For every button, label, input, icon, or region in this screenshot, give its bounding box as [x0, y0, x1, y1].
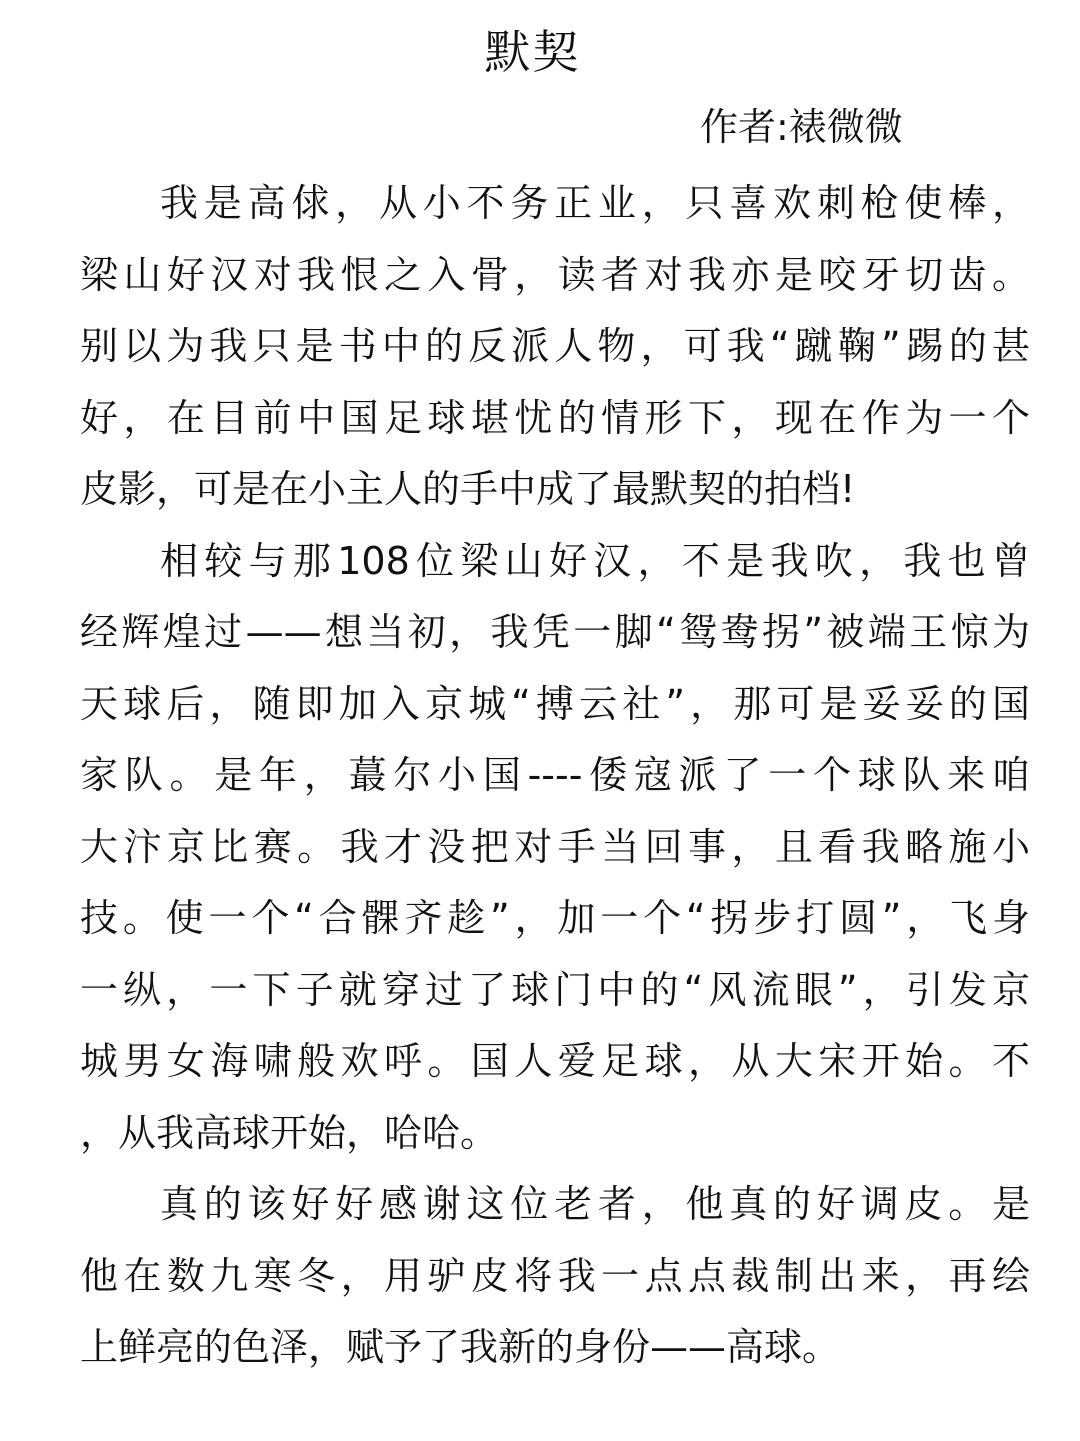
paragraph-1-line-2: 梁山好汉对我恨之入骨，读者对我亦是咬牙切齿。	[80, 252, 1030, 297]
article-body	[80, 168, 1030, 1384]
paragraph-2-line-3: 天球后，随即加入京城“搏云社”，那可是妥妥的国	[80, 681, 1030, 726]
paragraph-3-line-2: 他在数九寒冬，用驴皮将我一点点裁制出来，再绘	[80, 1253, 1030, 1298]
paragraph-2-line-8: 城男女海啸般欢呼。国人爱足球，从大宋开始。不	[80, 1039, 1030, 1083]
document-title: 默契	[484, 25, 581, 79]
paragraph-2-line-5: 大汴京比赛。我才没把对手当回事，且看我略施小	[80, 824, 1030, 869]
paragraph-1-line-5: 皮影，可是在小主人的手中成了最默契的拍档!	[80, 467, 856, 511]
paragraph-1-line-1: 我是高俅，从小不务正业，只喜欢刺枪使棒，	[160, 181, 1030, 225]
paragraph-2-line-6: 技。使一个“合髁齐趁”，加一个“拐步打圆”，飞身	[80, 896, 1030, 940]
paragraph-1-line-4: 好，在目前中国足球堪忧的情形下，现在作为一个	[80, 395, 1030, 440]
author-line: 作者:裱微微	[700, 105, 903, 149]
paragraph-2-line-4: 家队。是年，蕞尔小国----倭寇派了一个球队来咱	[80, 753, 1030, 797]
paragraph-2-line-7: 一纵，一下子就穿过了球门中的“风流眼”，引发京	[80, 967, 1030, 1012]
paragraph-3-line-1: 真的该好好感谢这位老者，他真的好调皮。是	[160, 1182, 1030, 1226]
paragraph-2-line-2: 经辉煌过——想当初，我凭一脚“鸳鸯拐”被端王惊为	[80, 610, 1030, 654]
paragraph-2-line-9: ，从我高球开始，哈哈。	[80, 1110, 499, 1155]
paragraph-3-line-3: 上鲜亮的色泽，赋予了我新的身份——高球。	[80, 1325, 841, 1369]
paragraph-2-line-1: 相较与那108位梁山好汉，不是我吹，我也曾	[160, 538, 1030, 583]
paragraph-1-line-3: 别以为我只是书中的反派人物，可我“蹴鞠”踢的甚	[80, 324, 1030, 368]
